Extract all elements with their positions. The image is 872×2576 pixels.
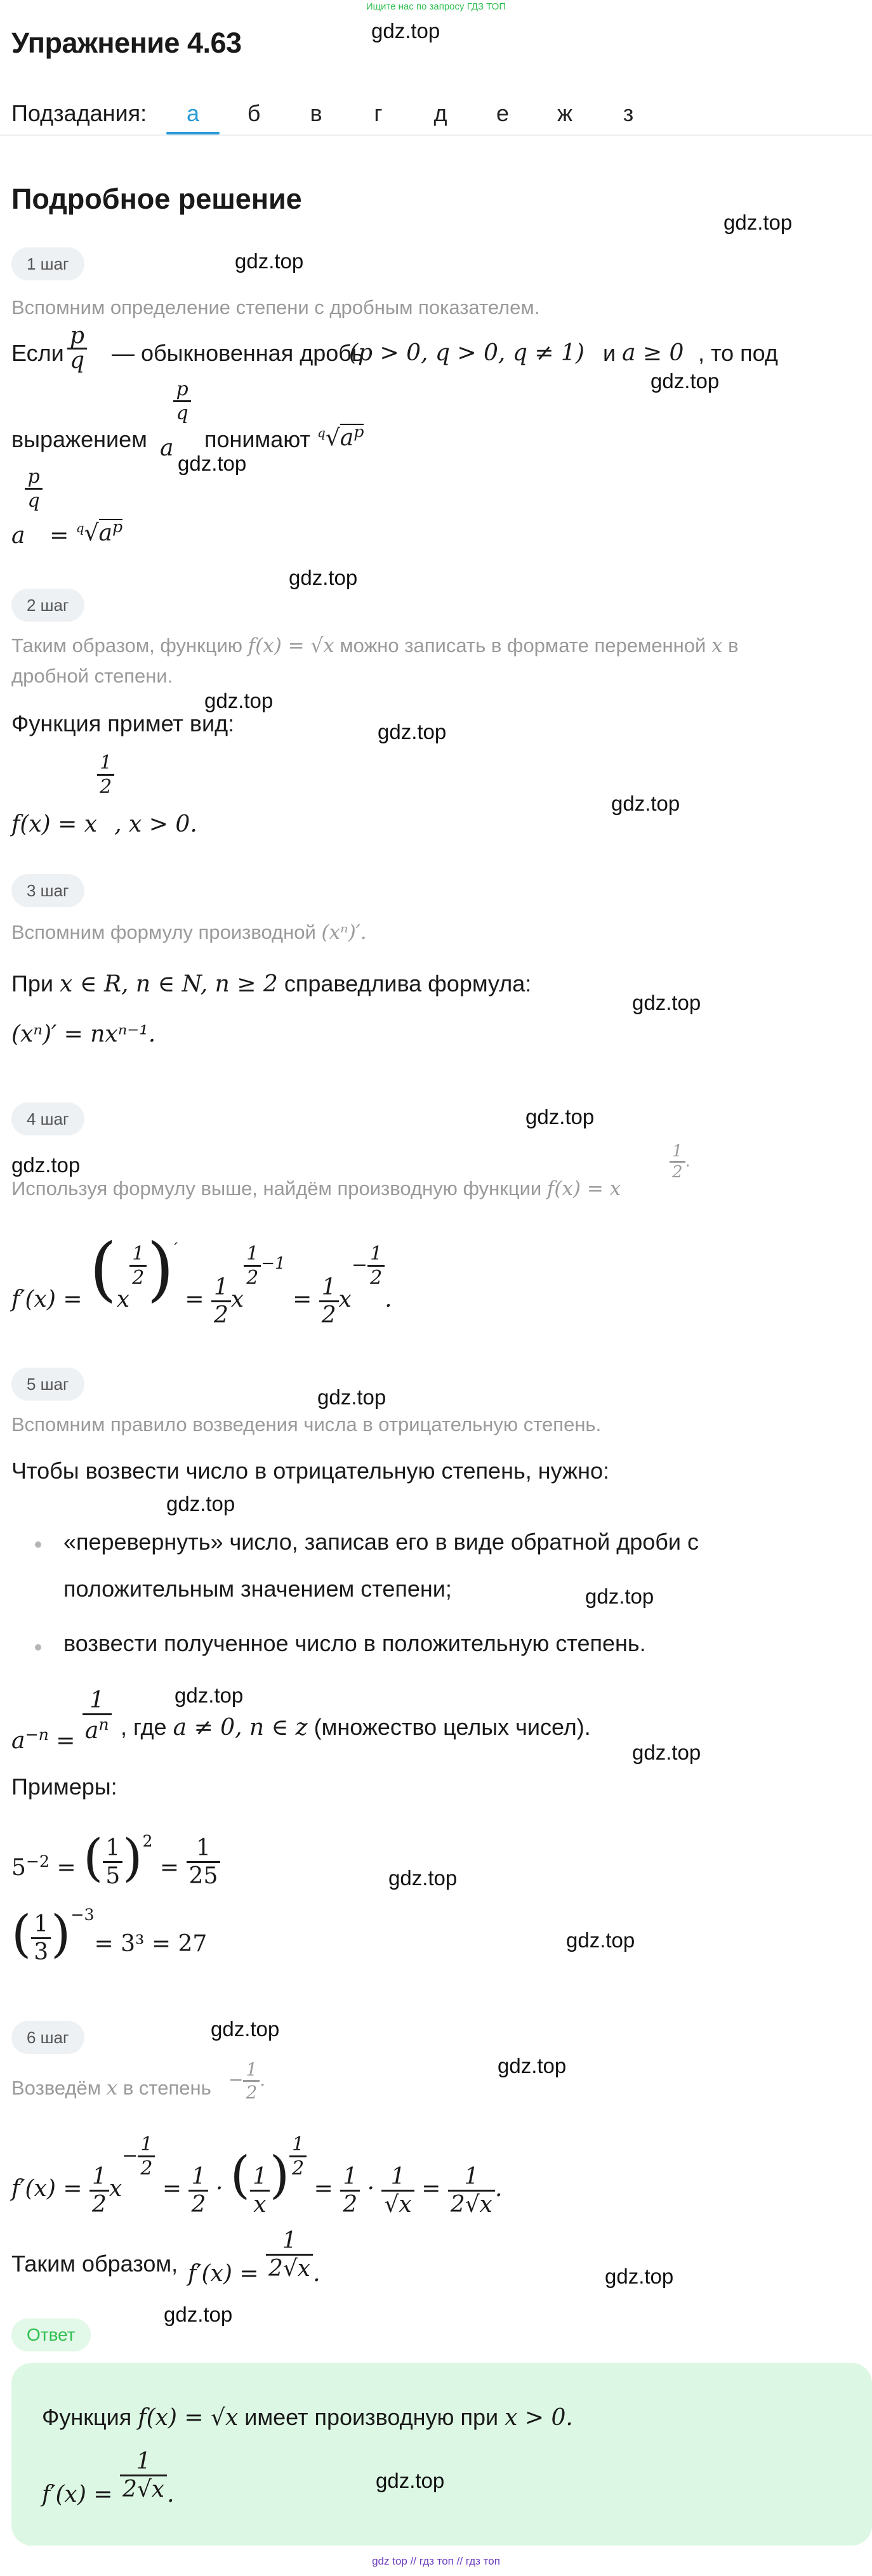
watermark: gdz.top (175, 1684, 244, 1707)
answer-formula: f′(x) = $\frac{1}{2√x}$ . (42, 2449, 175, 2507)
bullet-dot (35, 1644, 41, 1651)
exponent-neg-half: − $\frac{1}{2}$ . (228, 2059, 266, 2103)
answer-text: Функция f(x) = √x имеет производную при x > 0. (42, 2404, 573, 2431)
step-badge: 2 шаг (11, 589, 84, 622)
step-text: , где a ≠ 0, n ∈ z (множество целых чисел). (121, 1714, 591, 1741)
step-text: Чтобы возвести число в отрицательную степень, нужно: (11, 1458, 609, 1484)
step-text: понимают (204, 426, 310, 452)
watermark: gdz.top (566, 1928, 635, 1952)
footer-links[interactable]: gdz top // гдз топ // гдз топ (372, 2555, 500, 2567)
watermark: gdz.top (317, 1385, 386, 1409)
step-text: Примеры: (11, 1774, 117, 1800)
answer-badge: Ответ (11, 2318, 91, 2351)
step-text: , то под (698, 340, 778, 366)
step-text: При x ∈ R, n ∈ N, n ≥ 2 справедлива формула: (11, 971, 532, 997)
example-formula: $5^{-2}$ = ( $\frac{1}{5}$ )$^2$ = $\frac{1}{25}$ (11, 1821, 220, 1889)
step-badge: 3 шаг (11, 874, 84, 907)
formula-a-pow-pq: a $\frac{p}{q}$ (160, 378, 191, 424)
watermark: gdz.top (498, 2054, 567, 2077)
watermark: gdz.top (378, 720, 447, 743)
formula-root: $^q√a^p$ (317, 422, 364, 451)
formula-definition: a $\frac{p}{q}$ = $^q√a^p$ (11, 466, 123, 549)
formula-fx: f(x) = x $\frac{1}{2}$ , x > 0. (11, 752, 197, 837)
watermark: gdz.top (388, 1866, 458, 1890)
watermark: gdz.top (204, 689, 274, 712)
step-text: и (603, 340, 616, 366)
watermark: gdz.top (371, 19, 440, 42)
step-intro: Вспомним определение степени с дробным показателем. (11, 296, 540, 318)
watermark: gdz.top (11, 1153, 81, 1177)
watermark: gdz.top (605, 2265, 674, 2288)
subtasks-label: Подзадания: (11, 100, 147, 126)
step-intro: Возведём x в степень (11, 2077, 211, 2100)
tab-g[interactable]: г (374, 100, 383, 126)
step-intro: Таким образом, функцию f(x) = √x можно записать в формате переменной x в (11, 634, 739, 657)
watermark: gdz.top (376, 2469, 445, 2492)
watermark: gdz.top (723, 211, 793, 234)
step-badge: 6 шаг (11, 2021, 84, 2054)
step-intro: дробной степени. (11, 665, 173, 687)
formula-conclusion: f′(x) = $\frac{1}{2√x}$ . (188, 2228, 320, 2287)
tab-v[interactable]: в (310, 100, 322, 126)
header-divider (0, 134, 872, 136)
formula-power-rule: (xⁿ)′ = nxⁿ⁻¹. (11, 1021, 156, 1047)
watermark: gdz.top (178, 452, 247, 475)
solution-heading: Подробное решение (11, 183, 302, 215)
step-badge: 4 шаг (11, 1102, 84, 1135)
step-text: Если (11, 340, 64, 366)
tab-z[interactable]: з (623, 100, 634, 126)
step-badge: 5 шаг (11, 1368, 84, 1401)
watermark: gdz.top (632, 1741, 701, 1764)
watermark: gdz.top (211, 2017, 280, 2041)
watermark: gdz.top (235, 249, 304, 273)
bullet-item: положительным значением степени; (63, 1576, 452, 1602)
step-text: — обыкновенная дробь (112, 340, 364, 366)
page-title: Упражнение 4.63 (11, 27, 242, 59)
step-text: выражением (11, 426, 147, 452)
formula-final-derivation: f′(x) = $\frac{1}{2}$ x− $\frac{1}{2}$ = $\frac{1}{2}$ · ( $\frac{1}{x}$ ) $\frac{1}{2}$ = $\frac{1}{2}$ · $\frac{1}{√x}$ = $\frac{1}{2√x}$ . (11, 2133, 503, 2218)
exponent-half: $\frac{1}{2}$ . (670, 1142, 690, 1182)
bullet-item: «перевернуть» число, записав его в виде обратной дроби с (63, 1529, 699, 1555)
watermark: gdz.top (585, 1585, 654, 1608)
step-text: Таким образом, (11, 2251, 178, 2277)
step-badge: 1 шаг (11, 247, 84, 280)
watermark: gdz.top (166, 1492, 235, 1515)
watermark: gdz.top (632, 991, 701, 1014)
tab-a[interactable]: а (186, 100, 200, 126)
watermark: gdz.top (651, 369, 720, 393)
watermark: gdz.top (164, 2303, 233, 2326)
formula-negative-power: $a^{-n}$ = $\frac{1}{a^n}$ (11, 1687, 112, 1744)
step-intro: Используя формулу выше, найдём производную функции f(x) = x (11, 1177, 621, 1200)
step-text: Функция примет вид: (11, 710, 235, 736)
condition-formula: (p > 0, q > 0, q ≠ 1) (349, 340, 585, 366)
step-intro: Вспомним правило возведения числа в отрицательную степень. (11, 1413, 602, 1435)
formula-derivative: f′(x) = (x $\frac{1}{2}$ )′ = $\frac{1}{2}$ x $\frac{1}{2}$ $^{-1}$ = $\frac{1}{2}$ x− $\frac{1}{2}$ . (11, 1228, 392, 1328)
bullet-item: возвести полученное число в положительную степень. (63, 1630, 646, 1656)
watermark: gdz.top (525, 1105, 595, 1128)
step-intro: Вспомним формулу производной (xⁿ)′. (11, 921, 367, 944)
tab-e[interactable]: е (496, 100, 510, 126)
top-banner: Ищите нас по запросу ГДЗ ТОП (366, 1, 506, 12)
tab-b[interactable]: б (247, 100, 261, 126)
bullet-dot (35, 1541, 41, 1548)
condition-formula: a ≥ 0 (622, 340, 684, 366)
tab-d[interactable]: д (433, 100, 447, 126)
watermark: gdz.top (289, 566, 358, 589)
example-formula: ( $\frac{1}{3}$ )$^{-3}$= 3³ = 27 (11, 1904, 208, 1965)
watermark: gdz.top (611, 792, 680, 815)
tab-zh[interactable]: ж (557, 100, 573, 126)
fraction-p-q: $\frac{p}{q}$ (67, 325, 87, 372)
